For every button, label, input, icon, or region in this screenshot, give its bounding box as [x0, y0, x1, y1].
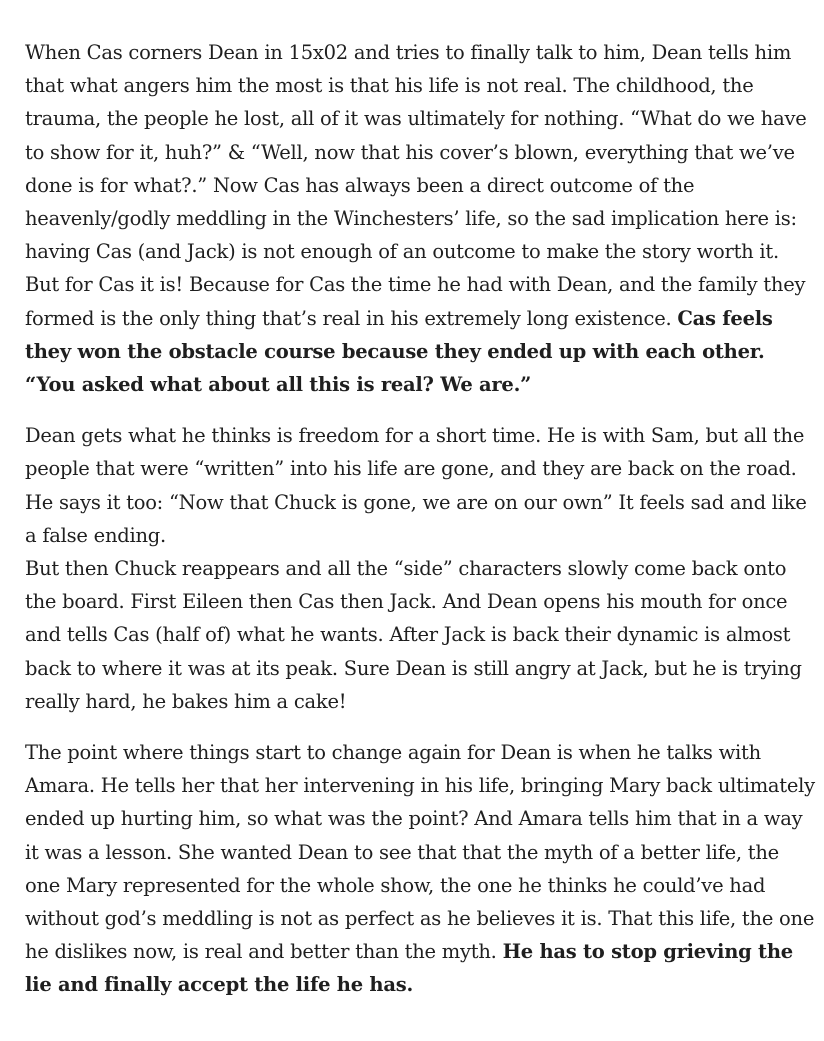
- bold-emphasis: Cas feels they won the obstacle course because they ended up with each other. “You asked what about all this is real? We are.”: [25, 306, 773, 397]
- paragraph-text: When Cas corners Dean in 15x02 and tries to finally talk to him, Dean tells him that what angers him the most is that his life is not real. The childhood, the trauma, the people he lost, all of it was ultimately for nothing. “What do we have to show for it, huh?” & “Well, now that his cover’s blown, everything that we’ve done is for what?.” Now Cas has always been a direct outcome of the heavenly/godly meddling in the Winchesters’ life, so the sad implication here is: having Cas (and Jack) is not enough of an outcome to make the story worth it. But for Cas it is! Because for Cas the time he had with Dean, and the family they formed is the only thing that’s real in his extremely long existence.: [25, 41, 807, 330]
- paragraph-chuck-reappears: [25, 552, 815, 718]
- paragraph-freedom: [25, 419, 815, 552]
- bold-emphasis: He has to stop grieving the lie and finally accept the life he has.: [25, 940, 793, 997]
- paragraph-cas-confrontation: [25, 36, 815, 401]
- paragraph-text: But then Chuck reappears and all the “side” characters slowly come back onto the board. First Eileen then Cas then Jack. And Dean opens his mouth for once and tells Cas (half of) what he wants. After Jack is back their dynamic is almost back to where it was at its peak. Sure Dean is still angry at Jack, but he is trying really hard, he bakes him a cake!: [25, 557, 802, 713]
- article-body: [25, 36, 815, 1002]
- paragraph-amara: [25, 736, 815, 1002]
- paragraph-text: The point where things start to change again for Dean is when he talks with Amara. He tells her that her intervening in his life, bringing Mary back ultimately ended up hurting him, so what was the point? And Amara tells him that in a way it was a lesson. She wanted Dean to see that that the myth of a better life, the one Mary represented for the whole show, the one he thinks he could’ve had without god’s meddling is not as perfect as he believes it is. That this life, the one he dislikes now, is real and better than the myth.: [25, 741, 815, 964]
- paragraph-text: Dean gets what he thinks is freedom for a short time. He is with Sam, but all the people that were “written” into his life are gone, and they are back on the road. He says it too: “Now that Chuck is gone, we are on our own” It feels sad and like a false ending.: [25, 424, 807, 547]
